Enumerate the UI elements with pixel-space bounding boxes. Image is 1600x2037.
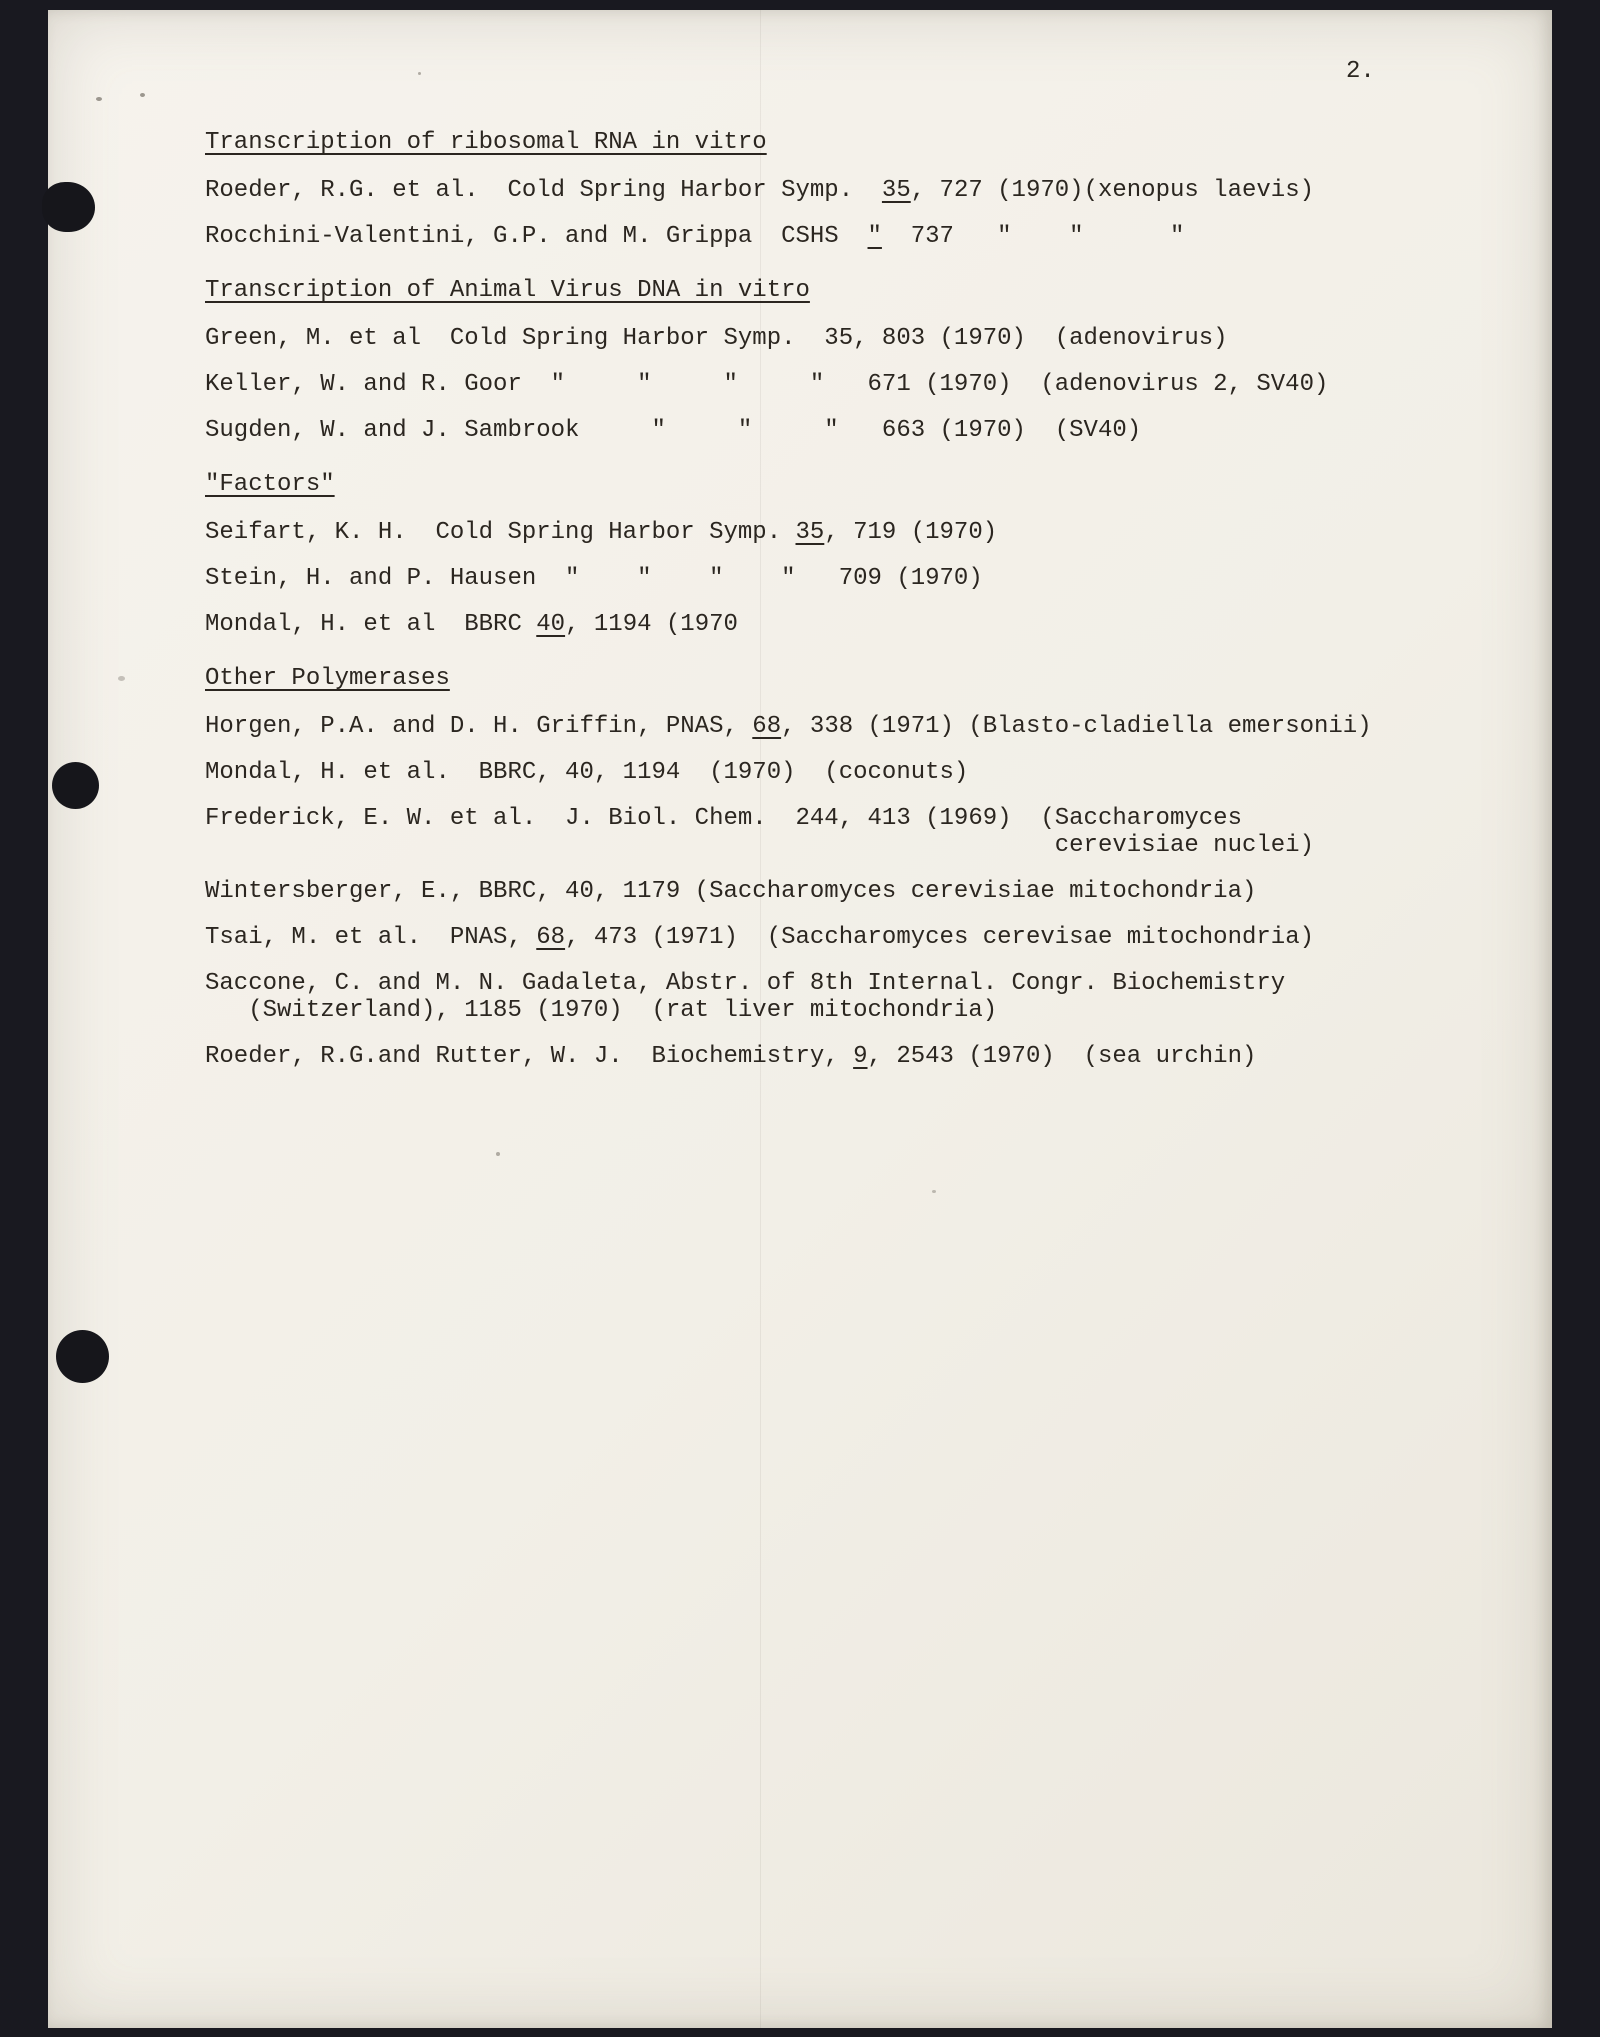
hole-punch [52, 762, 99, 809]
reference-line: Stein, H. and P. Hausen " " " " 709 (1970) [205, 565, 983, 592]
hole-punch [42, 182, 95, 232]
section [205, 128, 1512, 252]
hole-punch [56, 1330, 109, 1383]
reference-line: cerevisiae nuclei) [1054, 832, 1314, 859]
document-body [205, 128, 1512, 1088]
section-heading: Transcription of ribosomal RNA in vitro [205, 129, 767, 156]
scan-speck [96, 97, 102, 101]
reference-line: Mondal, H. et al BBRC 40, 1194 (1970 [205, 611, 738, 638]
reference-line: Seifart, K. H. Cold Spring Harbor Symp. 35, 719 (1970) [205, 519, 998, 546]
scan-speck [932, 1190, 936, 1193]
section [205, 470, 1512, 640]
reference-line: Keller, W. and R. Goor " " " " 671 (1970) (adenovirus 2, SV40) [205, 371, 1329, 398]
reference-line: Saccone, C. and M. N. Gadaleta, Abstr. of 8th Internal. Congr. Biochemistry [205, 970, 1286, 997]
reference-line: (Switzerland), 1185 (1970) (rat liver mitochondria) [248, 997, 998, 1024]
reference-line: Tsai, M. et al. PNAS, 68, 473 (1971) (Saccharomyces cerevisae mitochondria) [205, 924, 1314, 951]
reference-line: Roeder, R.G.and Rutter, W. J. Biochemistry, 9, 2543 (1970) (sea urchin) [205, 1043, 1257, 1070]
scan-speck [118, 676, 125, 681]
section [205, 276, 1512, 446]
reference-line: Frederick, E. W. et al. J. Biol. Chem. 244, 413 (1969) (Saccharomyces [205, 805, 1242, 832]
section-heading: Other Polymerases [205, 665, 450, 692]
reference-line: Sugden, W. and J. Sambrook " " " 663 (1970) (SV40) [205, 417, 1142, 444]
scan-speck [140, 93, 145, 97]
document-page [48, 10, 1552, 2028]
page-number: 2. [1346, 58, 1375, 85]
reference-line: Roeder, R.G. et al. Cold Spring Harbor Symp. 35, 727 (1970)(xenopus laevis) [205, 177, 1314, 204]
reference-line: Wintersberger, E., BBRC, 40, 1179 (Saccharomyces cerevisiae mitochondria) [205, 878, 1257, 905]
reference-line: Rocchini-Valentini, G.P. and M. Grippa CSHS " 737 " " " [205, 223, 1185, 250]
scan-speck [418, 72, 421, 75]
reference-line: Green, M. et al Cold Spring Harbor Symp. 35, 803 (1970) (adenovirus) [205, 325, 1228, 352]
section-heading: "Factors" [205, 471, 335, 498]
reference-line: Mondal, H. et al. BBRC, 40, 1194 (1970) (coconuts) [205, 759, 969, 786]
scan-speck [496, 1152, 500, 1156]
reference-line: Horgen, P.A. and D. H. Griffin, PNAS, 68, 338 (1971) (Blasto-cladiella emersonii) [205, 713, 1372, 740]
section [205, 664, 1512, 1072]
section-heading: Transcription of Animal Virus DNA in vitro [205, 277, 810, 304]
